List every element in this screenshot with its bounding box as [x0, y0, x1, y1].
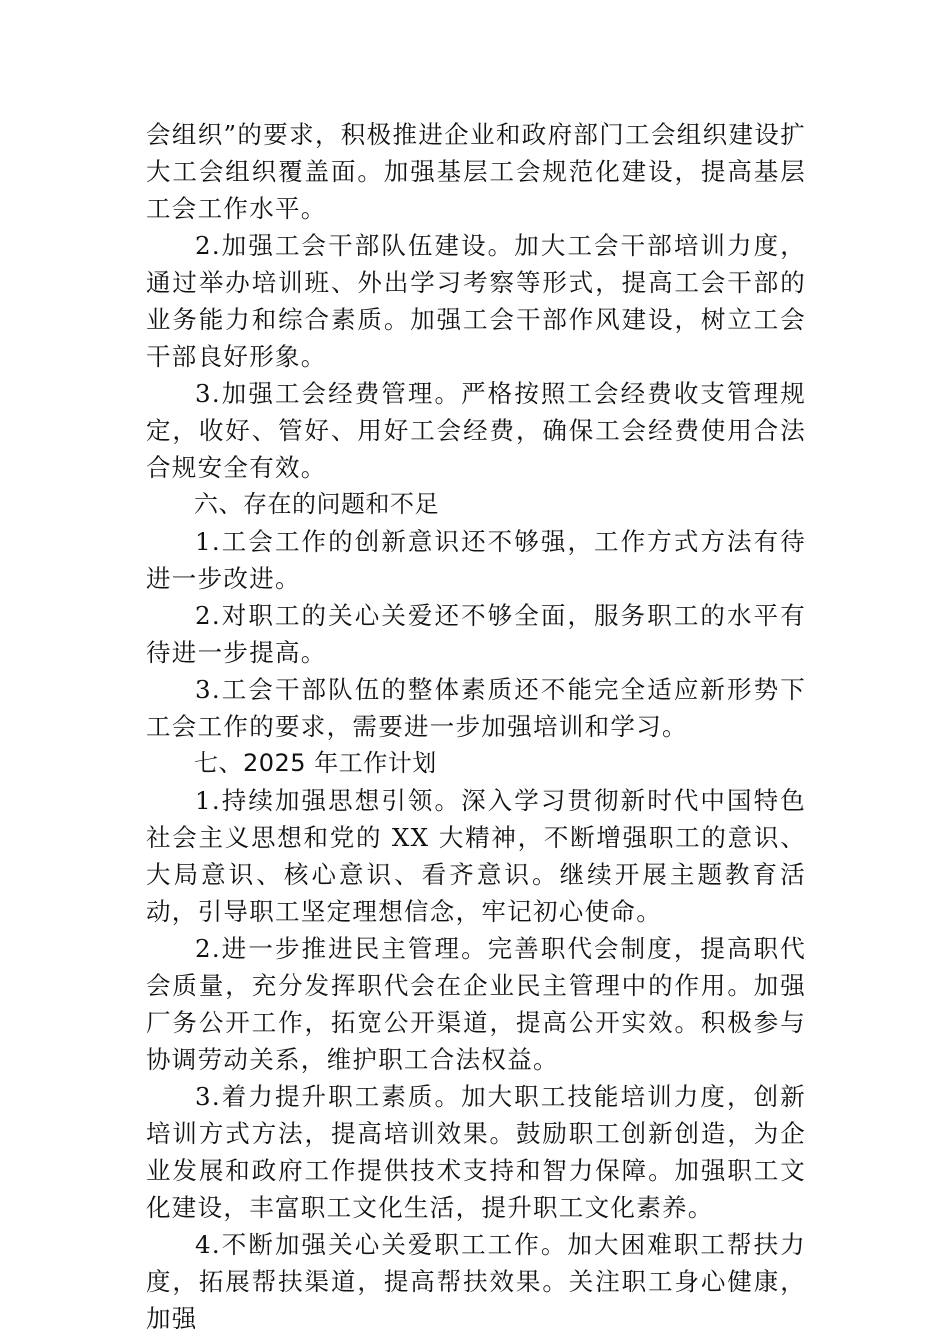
document-body — [146, 116, 806, 1337]
paragraph-plan-1: 1.持续加强思想引领。深入学习贯彻新时代中国特色社会主义思想和党的 XX 大精神，不断增强职工的意识、大局意识、核心意识、看齐意识。继续开展主题教育活动，引导职工坚定理想信念，牢记初心使命。 — [146, 786, 806, 926]
paragraph-plan-4: 4.不断加强关心关爱职工工作。加大困难职工帮扶力度，拓展帮扶渠道，提高帮扶效果。关注职工身心健康，加强 — [146, 1230, 806, 1333]
paragraph-funds-management: 3.加强工会经费管理。严格按照工会经费收支管理规定，收好、管好、用好工会经费，确保工会经费使用合法合规安全有效。 — [146, 379, 806, 482]
paragraph-problem-1: 1.工会工作的创新意识还不够强，工作方式方法有待进一步改进。 — [146, 527, 806, 593]
paragraph-problem-3: 3.工会干部队伍的整体素质还不能完全适应新形势下工会工作的要求，需要进一步加强培训和学习。 — [146, 675, 806, 741]
paragraph-plan-3: 3.着力提升职工素质。加大职工技能培训力度，创新培训方式方法，提高培训效果。鼓励职工创新创造，为企业发展和政府工作提供技术支持和智力保障。加强职工文化建设，丰富职工文化生活，提升职工文化素养。 — [146, 1082, 806, 1222]
paragraph-continued: 会组织”的要求，积极推进企业和政府部门工会组织建设扩大工会组织覆盖面。加强基层工会规范化建设，提高基层工会工作水平。 — [146, 120, 806, 223]
paragraph-problem-2: 2.对职工的关心关爱还不够全面，服务职工的水平有待进一步提高。 — [146, 601, 806, 667]
paragraph-plan-2: 2.进一步推进民主管理。完善职代会制度，提高职代会质量，充分发挥职代会在企业民主管理中的作用。加强厂务公开工作，拓宽公开渠道，提高公开实效。积极参与协调劳动关系，维护职工合法权益。 — [146, 934, 806, 1074]
section-heading-plan: 七、2025 年工作计划 — [194, 749, 437, 777]
section-heading-problems: 六、存在的问题和不足 — [194, 490, 439, 518]
paragraph-cadre-team: 2.加强工会干部队伍建设。加大工会干部培训力度，通过举办培训班、外出学习考察等形式，提高工会干部的业务能力和综合素质。加强工会干部作风建设，树立工会干部良好形象。 — [146, 231, 806, 371]
